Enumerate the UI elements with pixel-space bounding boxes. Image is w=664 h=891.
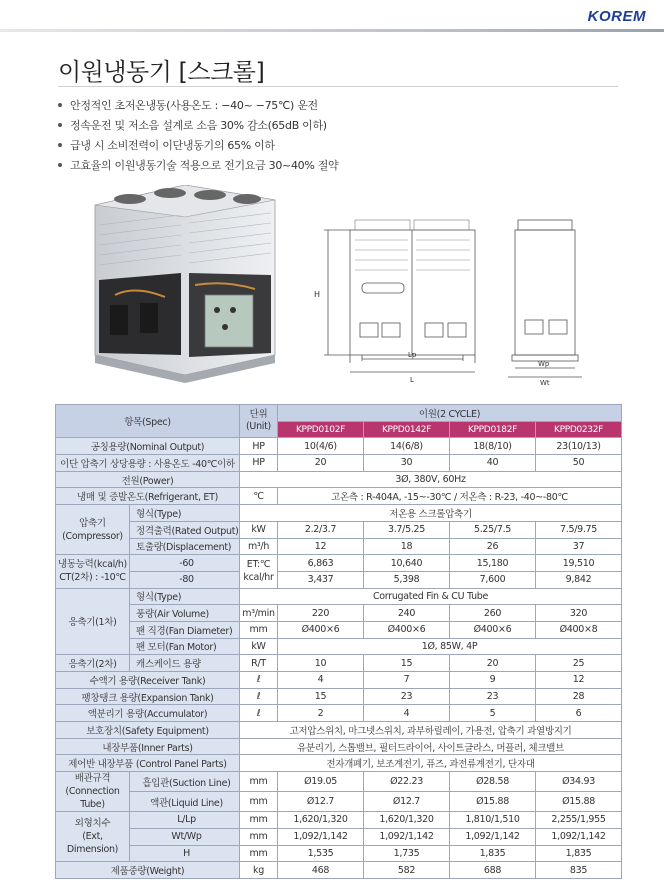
table-row: 이단 압축기 상당용량 : 사용온도 -40℃이하 HP 20 30 40 50 (56, 455, 622, 472)
table-row: 수액기 용량(Receiver Tank) ℓ 4 7 9 12 (56, 672, 622, 689)
bullet-icon (58, 123, 62, 127)
title-divider (58, 86, 618, 87)
table-row: H mm 1,535 1,735 1,835 1,835 (56, 845, 622, 862)
feature-item: 급냉 시 소비전력이 이단냉동기의 65% 이하 (56, 136, 338, 156)
table-row: 압축기 (Compressor) 형식(Type) 저온용 스크롤압축기 (56, 505, 622, 522)
table-row: 액관(Liquid Line) mm Ø12.7 Ø12.7 Ø15.88 Ø15.88 (56, 792, 622, 812)
page-title: 이원냉동기 [스크롤] (58, 58, 265, 86)
product-photo (85, 185, 285, 395)
feature-item: 정속운전 및 저소음 설계로 소음 30% 감소(65dB 이하) (56, 116, 338, 136)
table-row: 내장부품(Inner Parts) 유분리기, 스톱밸브, 필터드라이어, 사이트글라스, 머플러, 체크밸브 (56, 738, 622, 755)
feature-item: 고효율의 이원냉동기술 적용으로 전기요금 30~40% 절약 (56, 156, 338, 176)
label-wt: Wt (540, 379, 550, 385)
table-row: 냉동능력(kcal/h) CT(2차) : -10℃ -60 ET:℃ kcal/hr 6,863 10,640 15,180 19,510 (56, 555, 622, 572)
table-row: 배관규격 (Connection Tube) 흡입관(Suction Line) mm Ø19.05 Ø22.23 Ø28.58 Ø34.93 (56, 772, 622, 792)
table-row: 전원(Power) 3Ø, 380V, 60Hz (56, 471, 622, 488)
feature-item: 안정적인 초저온냉동(사용온도 : −40~ −75℃) 운전 (56, 96, 338, 116)
table-row: 팬 모터(Fan Motor) kW 1Ø, 85W, 4P (56, 638, 622, 655)
model-header: KPPD0142F (364, 421, 450, 438)
table-row: 풍량(Air Volume) m³/min 220 240 260 320 (56, 605, 622, 622)
header-rule (0, 29, 664, 32)
table-row: 공칭용량(Nominal Output) HP 10(4/6) 14(6/8) 18(8/10) 23(10/13) (56, 438, 622, 455)
table-row: 외형치수 (Ext, Dimension) L/Lp mm 1,620/1,320 1,620/1,320 1,810/1,510 2,255/1,955 (56, 812, 622, 829)
label-wp: Wp (538, 360, 550, 368)
spec-table (55, 404, 622, 879)
model-header: KPPD0182F (450, 421, 536, 438)
label-h: H (314, 290, 321, 299)
table-row: 냉매 및 증발온도(Refrigerant, ET) ℃ 고온측 : R-404A, -15~-30℃ / 저온측 : R-23, -40~-80℃ (56, 488, 622, 505)
table-row: 팬 직경(Fan Diameter) mm Ø400×6 Ø400×6 Ø400×6 Ø400×8 (56, 621, 622, 638)
unit-header: 단위 (Unit) (240, 405, 278, 438)
header-band (0, 0, 664, 30)
model-header: KPPD0102F (278, 421, 364, 438)
bullet-icon (58, 143, 62, 147)
table-row: 액분리기 용량(Accumulator) ℓ 2 4 5 6 (56, 705, 622, 722)
table-row: 응축기(1차) 형식(Type) Corrugated Fin & CU Tube (56, 588, 622, 605)
dimension-drawing (300, 205, 600, 385)
table-row: Wt/Wp mm 1,092/1,142 1,092/1,142 1,092/1,142 1,092/1,142 (56, 828, 622, 845)
label-l: L (410, 376, 414, 384)
model-header: KPPD0232F (536, 421, 622, 438)
feature-list (56, 96, 338, 176)
table-row: 정격출력(Rated Output) kW 2.2/3.7 3.7/5.25 5.25/7.5 7.5/9.75 (56, 521, 622, 538)
table-row: 응축기(2차) 캐스케이드 용량 R/T 10 15 20 25 (56, 655, 622, 672)
table-row: 제품중량(Weight) kg 468 582 688 835 (56, 862, 622, 879)
table-row: 팽창탱크 용량(Expansion Tank) ℓ 15 23 23 28 (56, 688, 622, 705)
brand-logo: KOREM (587, 8, 646, 25)
spec-header: 항목(Spec) (56, 405, 240, 438)
table-row: 제어반 내장부품 (Control Panel Parts) 전자개폐기, 보조계전기, 퓨즈, 과전류계전기, 단자대 (56, 755, 622, 772)
group-header: 이원(2 CYCLE) (278, 405, 622, 422)
table-row: 토출량(Displacement) m³/h 12 18 26 37 (56, 538, 622, 555)
bullet-icon (58, 163, 62, 167)
table-row: -80 3,437 5,398 7,600 9,842 (56, 571, 622, 588)
label-lp: Lp (408, 351, 417, 359)
bullet-icon (58, 103, 62, 107)
table-row: 보호장치(Safety Equipment) 고저압스위치, 마그넷스위치, 과부하릴레이, 가용전, 압축기 과열방지기 (56, 722, 622, 739)
